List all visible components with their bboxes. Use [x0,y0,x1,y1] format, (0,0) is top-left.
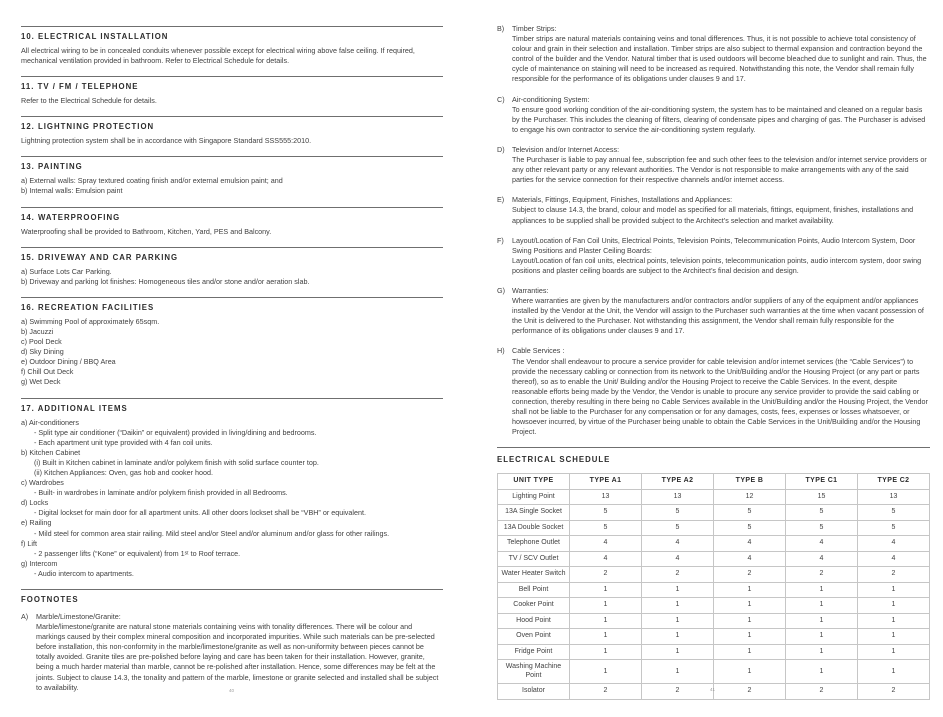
count-cell: 1 [858,613,930,629]
list-item: a) Surface Lots Car Parking. [21,266,112,276]
list-item: b) Jacuzzi [21,326,54,336]
table-row [498,582,930,598]
section-divider [21,297,443,298]
count-cell: 2 [642,684,714,700]
footnote-d [497,145,930,185]
count-cell: 1 [858,629,930,645]
count-cell: 2 [858,567,930,583]
count-cell: 1 [858,582,930,598]
table-row [498,598,930,614]
footnote-label: G) [497,285,505,295]
body-paragraph: All electrical wiring to be in concealed conduits whenever possible except for electrical wiring above false ceiling. If required, mechanical ventilation provided in bathroom. Refer to Electrical Schedule for details. [21,46,415,66]
page-number-right: 41 [710,687,716,692]
list-item: f) Lift [21,538,37,548]
unit-type-cell: Bell Point [498,582,570,598]
unit-type-cell: Telephone Outlet [498,536,570,552]
footnote-g [497,286,930,336]
unit-type-cell: Cooker Point [498,598,570,614]
list-item: a) Air-conditioners [21,417,79,427]
table-row [498,551,930,567]
unit-type-cell: Washing Machine Point [498,660,570,684]
list-subitem: - 2 passenger lifts (“Kone” or equivalent) from 1ˢᵗ to Roof terrace. [34,548,241,558]
list-item: b) Internal walls: Emulsion paint [21,186,123,196]
footnote-title: Television and/or Internet Access: [512,144,620,154]
footnote-body: The Vendor shall endeavour to procure a service provider for cable television and/or internet services (the “Cable Services”) to provide the necessary cabling or connection from its network to the Unit/Building and/or the Housing Project (or any part or parts thereof), so as to enable the Unit/ Building and/or the Housing Project to receive the Cable Services. In the event, despite reasonable efforts being made by the Vendor, the Vendor is unable to procure any service provider to provide the said cabling or connection, thereby resulting in there being no Cable Services available in the Unit/Building and/or the Housing Project, the Vendor shall not be liable to the Purchaser for any compensation or for any damages, costs, fees, expenses or losses whatsoever, or howsoever incurred, by virtue of the Purchaser being unable to obtain the Cable Services in the Unit/Building and/or the Housing Project. [512,356,928,437]
count-cell: 1 [786,582,858,598]
count-cell: 5 [714,505,786,521]
section-divider [21,76,443,77]
list-item: e) Outdoor Dining / BBQ Area [21,357,116,367]
footnote-label: E) [497,195,505,205]
list-subitem: - Split type air conditioner (“Daikin” or equivalent) provided in living/dining and bedrooms. [34,427,317,437]
footnote-e [497,195,930,225]
section-additional-items [21,398,443,580]
document-page-left [21,0,443,703]
body-paragraph: Waterproofing shall be provided to Bathroom, Kitchen, Yard, PES and Balcony. [21,226,272,236]
table-header-cell: TYPE A1 [570,474,642,490]
body-paragraph: Lightning protection system shall be in accordance with Singapore Standard SSS555:2010. [21,136,312,146]
list-subitem: (ii) Kitchen Appliances: Oven, gas hob and cooker hood. [34,467,213,477]
electrical-schedule-heading: ELECTRICAL SCHEDULE [497,455,611,465]
footnote-title: Layout/Location of Fan Coil Units, Electrical Points, Television Points, Telecommunication Points, Audio Intercom System, Door Swing Positions and Plaster Ceiling Boards: [512,235,916,255]
list-subitem: - Digital lockset for main door for all apartment units. All other doors lockset shall be “VBH” or equivalent. [34,508,366,518]
count-cell: 2 [642,567,714,583]
unit-type-cell: Fridge Point [498,644,570,660]
section-electrical-installation [21,26,443,66]
document-page-right [497,0,930,700]
electrical-schedule-table [497,473,930,700]
footnote-f [497,236,930,276]
count-cell: 4 [570,536,642,552]
list-item: b) Driveway and parking lot finishes: Homogeneous tiles and/or stone and/or aeration slab. [21,276,310,286]
list-subitem: - Each apartment unit type provided with 4 fan coil units. [34,437,213,447]
table-row [498,629,930,645]
section-recreation-facilities [21,297,443,388]
unit-type-cell: 13A Single Socket [498,505,570,521]
footnote-title: Timber Strips: [512,24,557,33]
footnote-label: F) [497,235,504,245]
footnote-body: Where warranties are given by the manufacturers and/or contractors and/or suppliers of any of the equipment and/or appliances installed by the Vendor at the Unit, the Vendor will assign to the Purchaser such warranties at the time when vacant possession of the Unit is delivered to the Purchaser. Not withstanding this assignment, the Vendor shall remain fully responsible for the performance of its obligations under clauses 9 and 17. [512,296,924,336]
count-cell: 5 [570,505,642,521]
table-row [498,660,930,684]
section-heading: 15. DRIVEWAY AND CAR PARKING [21,252,179,262]
count-cell: 1 [786,598,858,614]
count-cell: 1 [570,629,642,645]
count-cell: 12 [714,489,786,505]
list-item: a) External walls: Spray textured coating finish and/or external emulsion paint; and [21,176,283,186]
footnote-title: Warranties: [512,285,549,295]
count-cell: 2 [786,567,858,583]
footnote-body: The Purchaser is liable to pay annual fee, subscription fee and such other fees to the television and/or internet service providers or any other relevant party or any relevant authorities. The Vendor is not responsible to make arrangements with any of the said parties for the service connection for their respective channels and/or internet access. [512,155,927,185]
list-item: g) Wet Deck [21,377,61,387]
section-electrical-schedule [497,447,930,700]
count-cell: 1 [714,660,786,684]
section-heading: 10. ELECTRICAL INSTALLATION [21,32,169,41]
list-item: c) Pool Deck [21,337,62,347]
count-cell: 5 [714,520,786,536]
table-header-cell: TYPE C1 [786,474,858,490]
count-cell: 1 [714,598,786,614]
count-cell: 1 [570,582,642,598]
section-lightning-protection [21,116,443,146]
count-cell: 5 [858,520,930,536]
count-cell: 2 [786,684,858,700]
count-cell: 4 [642,536,714,552]
section-heading: 11. TV / FM / TELEPHONE [21,82,139,92]
table-row [498,644,930,660]
section-heading: 13. PAINTING [21,162,83,172]
count-cell: 13 [858,489,930,505]
footnote-body: Subject to clause 14.3, the brand, colour and model as specified for all materials, fittings, equipment, finishes, installations and appliances to be supplied shall be provided subject to the Architect’s selection and market availability. [512,205,914,225]
table-row [498,613,930,629]
count-cell: 1 [714,613,786,629]
section-divider [21,247,443,248]
footnote-label: D) [497,144,505,154]
count-cell: 5 [858,505,930,521]
section-painting [21,156,443,196]
footnote-label: H) [497,346,505,356]
count-cell: 5 [642,520,714,536]
table-row [498,489,930,505]
footnote-body: Marble/limestone/granite are natural stone materials containing veins with tonality differences. There will be colour and markings caused by their complex mineral composition and incorporated impurities. While such materials can be pre-selected before installation, this non-conformity in the marble/limestone/granite as well as non-uniformity between pieces cannot be totally avoided. Granite tiles are pre-polished before laying and care has been taken for their installation. However, granite, being a much harder material than marble, cannot be re-polished after installation. Hence, some differences may be felt at the joints. Subject to clause 14.3, the tonality and pattern of the marble, limestone or granite selected and installed shall be subject to availability. [36,622,439,692]
unit-type-cell: Isolator [498,684,570,700]
list-subitem: - Built- in wardrobes in laminate and/or polykem finish provided in all Bedrooms. [34,488,288,498]
count-cell: 1 [642,660,714,684]
list-item: b) Kitchen Cabinet [21,447,81,457]
section-footnotes [21,589,443,693]
list-item: a) Swimming Pool of approximately 65sqm. [21,316,160,326]
footnote-a [21,612,443,693]
count-cell: 1 [858,660,930,684]
footnote-title: Marble/Limestone/Granite: [36,612,121,621]
count-cell: 1 [570,598,642,614]
list-item: c) Wardrobes [21,478,64,488]
footnote-body: Layout/Location of fan coil units, electrical points, television points, telecommunication points, audio intercom system, door swing positions and plaster ceiling boards are subject to the Architect’s final decision and design. [512,255,922,275]
table-row [498,567,930,583]
count-cell: 4 [858,536,930,552]
section-divider [497,447,930,448]
count-cell: 1 [858,644,930,660]
count-cell: 1 [714,629,786,645]
table-row [498,505,930,521]
section-heading: 12. LIGHTNING PROTECTION [21,122,155,132]
unit-type-cell: Oven Point [498,629,570,645]
section-heading: 17. ADDITIONAL ITEMS [21,403,128,413]
section-divider [21,589,443,590]
list-subitem: (i) Built in Kitchen cabinet in laminate and/or polykem finish with solid surface counter top. [34,457,319,467]
count-cell: 1 [570,660,642,684]
table-header-row [498,474,930,490]
unit-type-cell: TV / SCV Outlet [498,551,570,567]
list-subitem: - Mild steel for common area stair railing. Mild steel and/or Steel and/or aluminum and/or glass for other railings. [34,528,390,538]
list-item: g) Intercom [21,558,58,568]
unit-type-cell: Water Heater Switch [498,567,570,583]
count-cell: 1 [642,582,714,598]
unit-type-cell: 13A Double Socket [498,520,570,536]
page-number-left: 40 [229,688,235,693]
section-waterproofing [21,207,443,237]
count-cell: 5 [786,520,858,536]
section-divider [21,116,443,117]
count-cell: 2 [858,684,930,700]
footnote-body: Timber strips are natural materials containing veins and tonal differences. Thus, it is not possible to achieve total consistency of colour and grain in their selection and installation. Timber strips are also subject to thermal expansion and contraction beyond the control of the builder and the Vendor. Natural timber that is used outdoors will become bleached due to sunlight and rain. Thus, the cycle of maintenance on staining will need to be increased as required. Notwithstanding this note, the Vendor shall remain fully responsible for the performance of its obligations under clauses 9 and 17. [512,34,927,84]
list-subitem: - Audio intercom to apartments. [34,568,134,578]
table-header-cell: TYPE A2 [642,474,714,490]
section-divider [21,207,443,208]
count-cell: 2 [570,567,642,583]
footnote-label: C) [497,94,505,104]
table-header-cell: UNIT TYPE [498,474,570,490]
count-cell: 1 [786,644,858,660]
count-cell: 2 [714,684,786,700]
footnote-title: Air-conditioning System: [512,94,590,104]
count-cell: 1 [570,644,642,660]
unit-type-cell: Hood Point [498,613,570,629]
section-divider [21,26,443,27]
table-header-cell: TYPE B [714,474,786,490]
table-row [498,520,930,536]
count-cell: 4 [786,551,858,567]
count-cell: 1 [786,613,858,629]
count-cell: 4 [570,551,642,567]
footnote-label: A) [21,612,29,621]
body-paragraph: Refer to the Electrical Schedule for details. [21,96,157,106]
section-heading: 16. RECREATION FACILITIES [21,302,155,312]
count-cell: 4 [642,551,714,567]
count-cell: 1 [786,660,858,684]
count-cell: 5 [786,505,858,521]
count-cell: 1 [642,629,714,645]
count-cell: 2 [714,567,786,583]
list-item: e) Railing [21,518,52,528]
unit-type-cell: Lighting Point [498,489,570,505]
count-cell: 1 [714,644,786,660]
footnote-body: To ensure good working condition of the air-conditioning system, the system has to be maintained and cleaned on a regular basis by the Purchaser. This includes the cleaning of filters, clearing of condensate pipes and charging of gas. The Purchaser is advised to engage his own contractor to service the air-conditioning system regularly. [512,104,926,134]
count-cell: 2 [570,684,642,700]
count-cell: 15 [786,489,858,505]
count-cell: 4 [858,551,930,567]
count-cell: 1 [642,613,714,629]
list-item: d) Locks [21,498,49,508]
section-divider [21,156,443,157]
count-cell: 1 [714,582,786,598]
table-row [498,536,930,552]
table-header-cell: TYPE C2 [858,474,930,490]
section-divider [21,398,443,399]
count-cell: 4 [714,551,786,567]
count-cell: 1 [858,598,930,614]
list-item: d) Sky Dining [21,347,64,357]
section-driveway-car-parking [21,247,443,287]
section-tv-fm-telephone [21,76,443,106]
count-cell: 1 [642,644,714,660]
count-cell: 4 [714,536,786,552]
footnote-h [497,346,930,437]
list-item: f) Chill Out Deck [21,367,74,377]
count-cell: 1 [570,613,642,629]
count-cell: 1 [642,598,714,614]
footnote-label: B) [497,24,505,33]
count-cell: 13 [570,489,642,505]
count-cell: 4 [786,536,858,552]
count-cell: 5 [642,505,714,521]
count-cell: 13 [642,489,714,505]
count-cell: 1 [786,629,858,645]
footnote-b [497,24,930,85]
section-heading: 14. WATERPROOFING [21,212,121,222]
footnote-c [497,95,930,135]
footnote-title: Materials, Fittings, Equipment, Finishes, Installations and Appliances: [512,195,733,205]
footnotes-heading: FOOTNOTES [21,595,79,604]
count-cell: 5 [570,520,642,536]
footnote-title: Cable Services : [512,346,565,356]
